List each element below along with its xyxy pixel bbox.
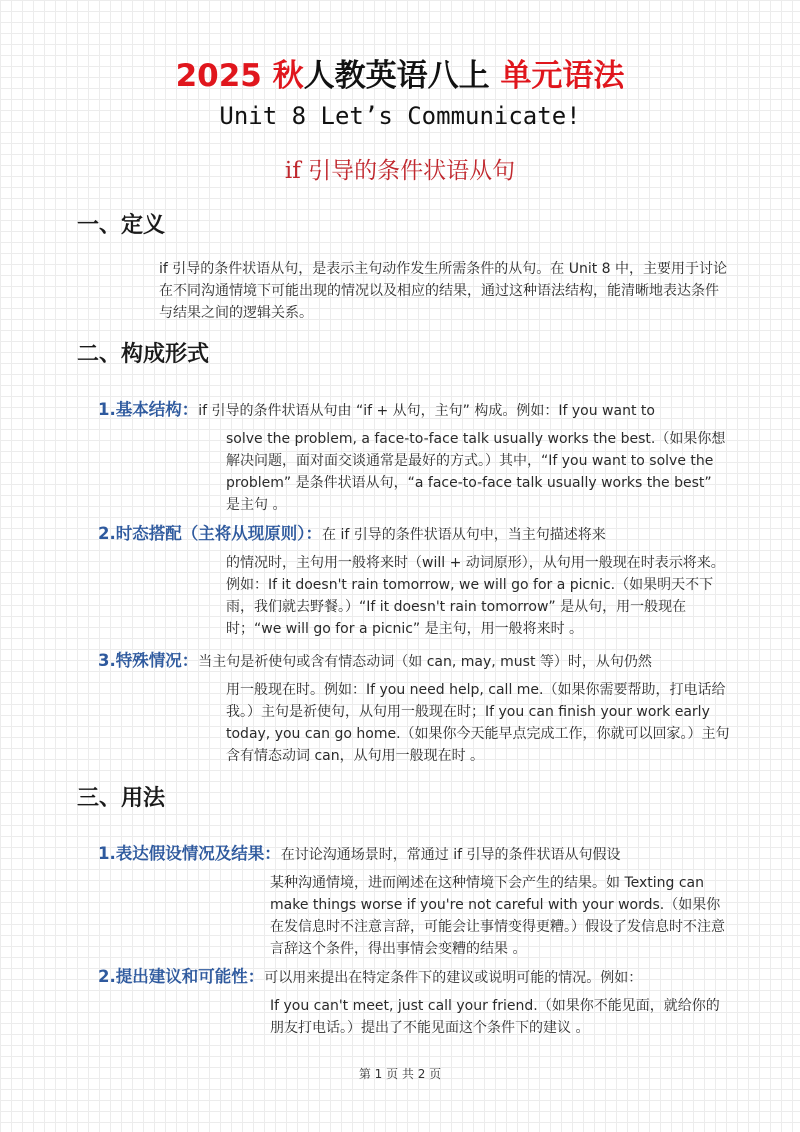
section-heading-usage: 三、用法	[77, 786, 166, 811]
usage-item-1	[98, 843, 738, 960]
document-title	[0, 56, 800, 96]
structure-item-body: 用一般现在时。例如：If you need help, call me.（如果你需要帮助，打电话给我。）主句是祈使句，从句用一般现在时；If you can finish your work early today, you can go home.（如果你今天能早点完成工作，你就可以回家。）主句含有情态动词 can，从句用一般现在时 。	[226, 682, 730, 764]
structure-item-1	[98, 399, 738, 516]
usage-item-label: 2.提出建议和可能性：	[98, 967, 265, 986]
definition-paragraph	[159, 258, 729, 324]
structure-item-2	[98, 523, 738, 640]
definition-text: if 引导的条件状语从句，是表示主句动作发生所需条件的从句。在 Unit 8 中，主要用于讨论在不同沟通情境下可能出现的情况以及相应的结果，通过这种语法结构，能清晰地表达条件与结果之间的逻辑关系。	[159, 261, 728, 321]
title-grammar: 单元语法	[500, 58, 625, 94]
structure-item-body: solve the problem, a face-to-face talk usually works the best.（如果你想解决问题，面对面交谈通常是最好的方式。）其中，“If you want to solve the problem” 是条件状语从句，“a face-to-face talk usually works the best” 是主句 。	[226, 431, 726, 513]
topic-title: if 引导的条件状语从句	[284, 158, 516, 184]
usage-item-first-line: 可以用来提出在特定条件下的建议或说明可能的情况。例如：	[264, 970, 643, 986]
structure-item-label: 2.时态搭配（主将从现原则）：	[98, 524, 322, 543]
structure-item-label: 3.特殊情况：	[98, 651, 199, 670]
unit-title: Unit 8 Let’s Communicate!	[219, 102, 581, 130]
usage-item-first-line: 在讨论沟通场景时，常通过 if 引导的条件状语从句假设	[280, 847, 621, 863]
structure-item-first-line: 当主句是祈使句或含有情态动词（如 can, may, must 等）时，从句仍然	[198, 654, 652, 670]
page-number: 第 1 页 共 2 页	[358, 1067, 442, 1081]
title-year: 2025 秋	[175, 58, 304, 94]
usage-item-body: If you can't meet, just call your friend.（如果你不能见面，就给你的朋友打电话。）提出了不能见面这个条件下的建议 。	[270, 998, 720, 1036]
usage-item-body: 某种沟通情境，进而阐述在这种情境下会产生的结果。如 Texting can make things worse if you're not careful with your words.（如果你在发信息时不注意言辞，可能会让事情变得更糟。）假设了发信息时不注意言辞这个条件，得出事情会变糟的结果 。	[270, 875, 725, 957]
usage-item-2	[98, 966, 738, 1039]
usage-item-label: 1.表达假设情况及结果：	[98, 844, 281, 863]
structure-item-first-line: if 引导的条件状语从句由 “if + 从句，主句” 构成。例如：If you want to	[198, 403, 655, 419]
section-heading-structure: 二、构成形式	[77, 342, 210, 367]
title-course: 人教英语八上	[303, 58, 501, 94]
structure-item-body: 的情况时，主句用一般将来时（will + 动词原形），从句用一般现在时表示将来。例如：If it doesn't rain tomorrow, we will go for a picnic.（如果明天不下雨，我们就去野餐。）“If it doesn't rain tomorrow” 是从句，用一般现在时；“we will go for a picnic” 是主句，用一般将来时 。	[226, 555, 725, 637]
structure-item-first-line: 在 if 引导的条件状语从句中，当主句描述将来	[322, 527, 606, 543]
structure-item-label: 1.基本结构：	[98, 400, 199, 419]
structure-item-3	[98, 650, 738, 767]
section-heading-definition: 一、定义	[77, 213, 166, 238]
